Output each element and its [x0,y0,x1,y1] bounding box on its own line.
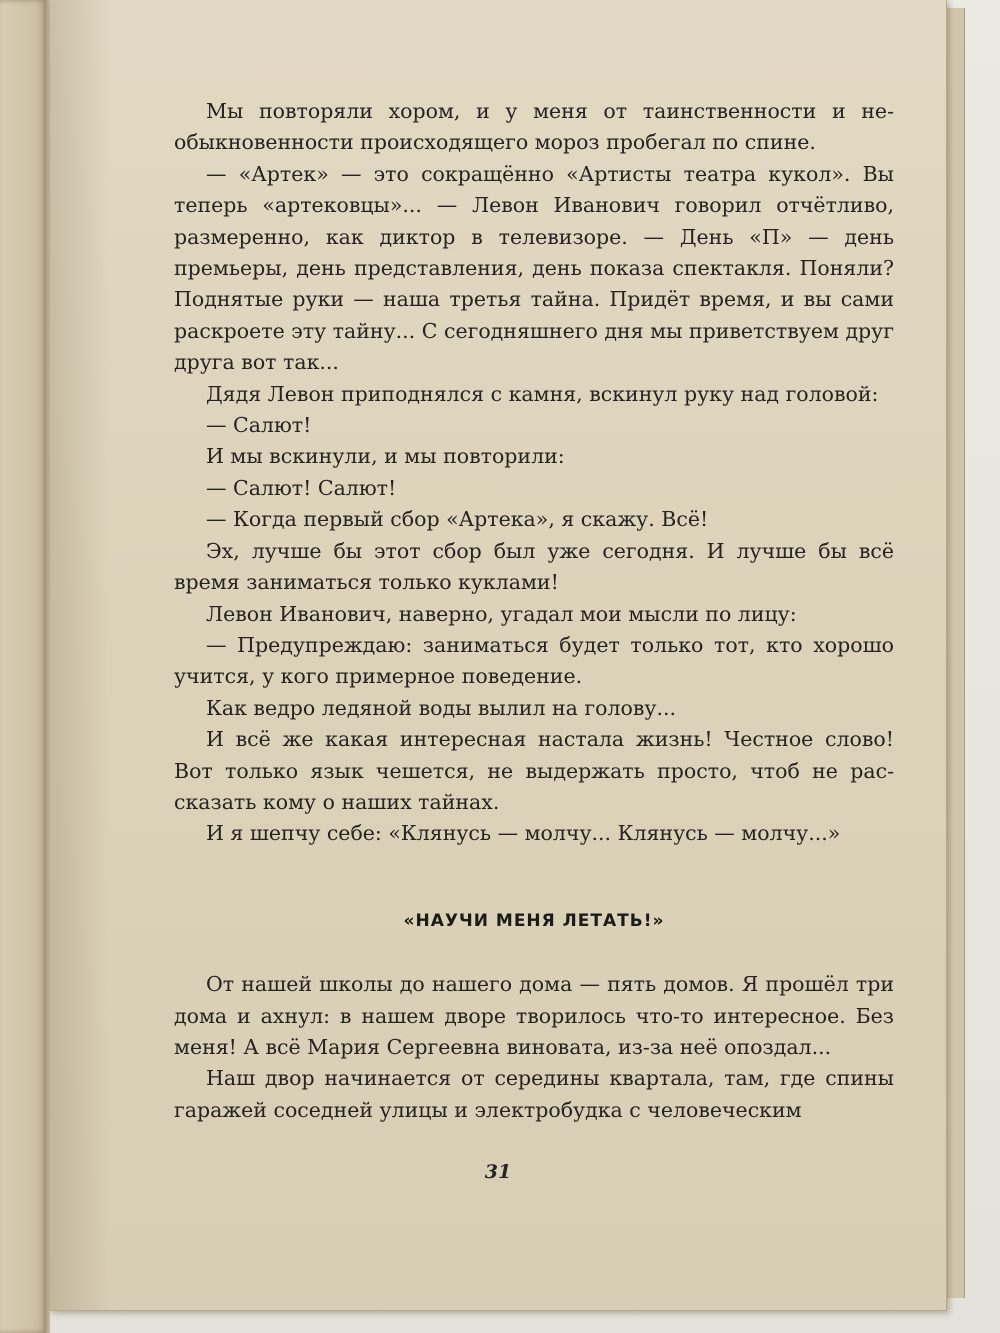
page-text [174,96,894,1126]
paragraph: От нашей школы до нашего дома — пять домов. Я прошёл три дома и ахнул: в нашем дворе творилось что-то интересное. Без меня! А всё Мария Сергеевна виновата, из-за неё опоздал... [174,972,894,1059]
book-page [50,0,947,1311]
paragraph: — Предупреждаю: заниматься будет только тот, кто хорошо учится, у кого примерное поведение. [174,632,894,689]
page-number: 31 [484,1161,512,1183]
paragraph: — «Артек» — это сокращённо «Артисты театра кукол». Вы теперь «артековцы»... — Левон Иванович говорил отчётливо, размеренно, как диктор в телевизоре. — День «П» — день премьеры, день представления, день показа спектакля. Поняли? Поднятые руки — наша третья тайна. Придёт время, и вы сами раскроете эту тайну... С сегодняшнего дня мы приветствуем друг друга вот так... [174,161,894,375]
paragraph: — Салют! [206,413,312,438]
paragraph: — Салют! Салют! [206,475,397,500]
paragraph: И мы вскинули, и мы повторили: [206,444,565,469]
paragraph: Мы повторяли хором, и у меня от таинственности и необыкновенности происходящего мороз пробегал по спине. [174,99,894,155]
paragraph: Как ведро ледяной воды вылил на голову... [206,695,677,720]
paragraph: И всё же какая интересная настала жизнь! Честное слово! Вот только язык чешется, не выдержать просто, чтоб не рассказать кому о наших тайнах. [174,727,894,814]
chapter-title: «НАУЧИ МЕНЯ ЛЕТАТЬ!» [403,910,665,931]
paragraph: И я шепчу себе: «Клянусь — молчу... Клянусь — молчу...» [206,821,841,846]
previous-page-edge [0,0,48,1333]
paragraph: — Когда первый сбор «Артека», я скажу. Всё! [206,507,709,532]
paragraph: Левон Иванович, наверно, угадал мои мысли по лицу: [206,601,797,626]
paragraph: Дядя Левон приподнялся с камня, вскинул руку над головой: [206,381,879,406]
paragraph: Наш двор начинается от середины квартала, там, где спины гаражей соседней улицы и электробудка с человеческим [174,1066,894,1122]
paragraph: Эх, лучше бы этот сбор был уже сегодня. И лучше бы всё время заниматься только куклами! [174,538,894,595]
